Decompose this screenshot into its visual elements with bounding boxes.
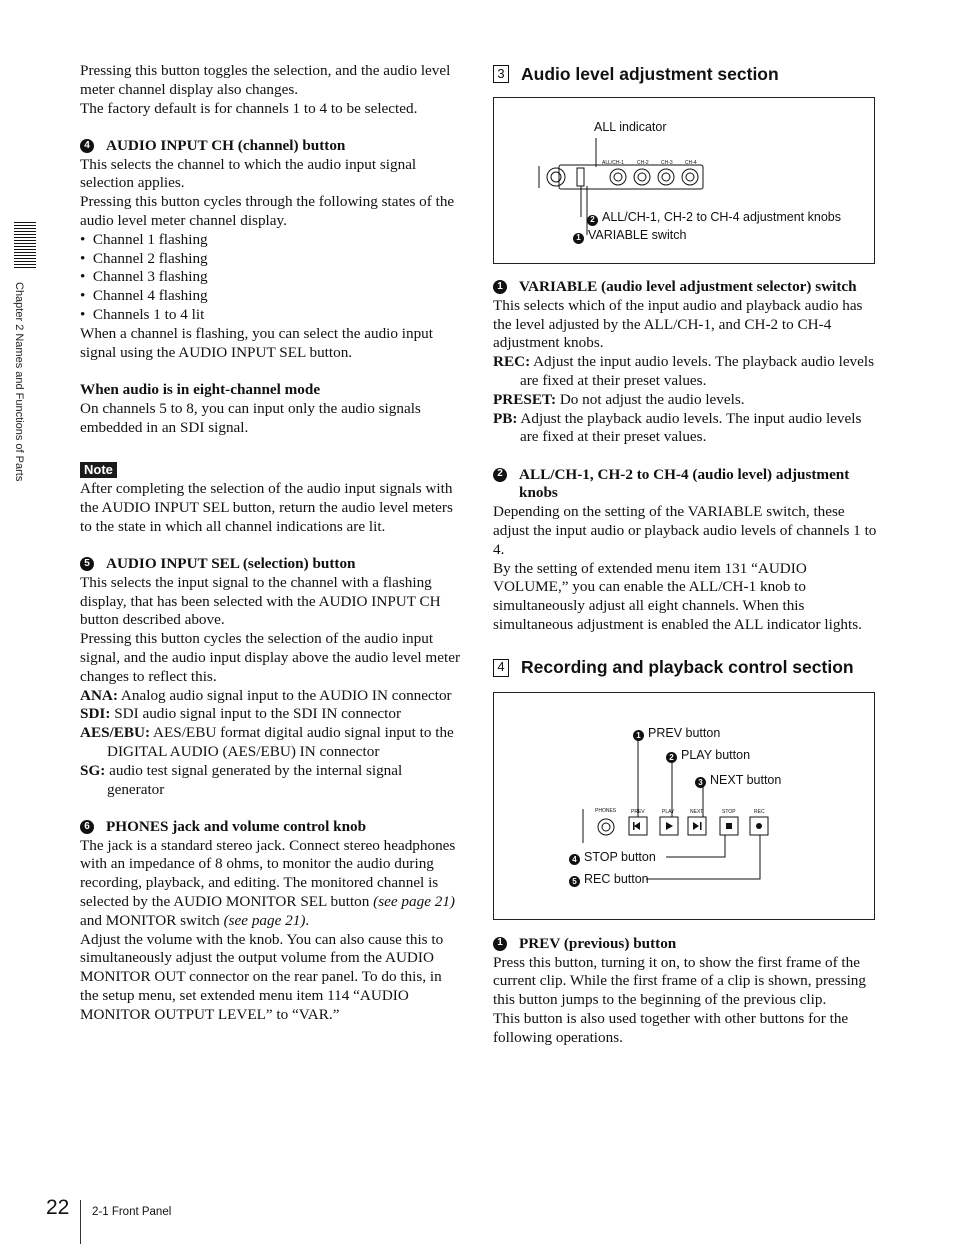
panel-label: PHONES [595,807,617,814]
intro-text-1: Pressing this button toggles the selection, and the audio level meter channel display also changes. [80,62,451,98]
left-column [80,62,462,1025]
section4-title: 4 Recording and playback control section [493,656,877,680]
item6-number-icon: 6 [80,820,94,834]
sec4-item1-text-2: This button is also used together with other buttons for the following operations. [493,1010,849,1046]
item4-text-3: When a channel is flashing, you can select the audio input signal using the AUDIO INPUT SEL button. [80,324,433,361]
ch-label: CH-2 [637,160,649,166]
section3-number-box: 3 [493,65,509,83]
footer-section-label: 2-1 Front Panel [92,1206,172,1218]
item5-text-1: This selects the input signal to the channel with a flashing display, that has been selected with the AUDIO INPUT CH button described above. [80,573,441,629]
item5-title: AUDIO INPUT SEL (selection) button [106,555,356,573]
item5-definition: SG: audio test signal generated by the internal signal generator [80,761,403,798]
knobs-label: 2 ALL/CH-1, CH-2 to CH-4 adjustment knobs [587,210,841,226]
next-button-label: 3 NEXT button [695,773,781,789]
panel-label: PREV [631,808,645,815]
item4-text-1: This selects the channel to which the audio input signal selection applies. [80,155,417,192]
intro-text-2: The factory default is for channels 1 to 4 to be selected. [80,99,418,117]
section4-number-box: 4 [493,659,509,677]
item4-bullet: • Channel 3 flashing [80,268,208,286]
item5-definition: ANA: Analog audio signal input to the AUDIO IN connector [80,686,452,704]
sec3-item2-heading [493,466,877,504]
eight-channel-heading: When audio is in eight-channel mode [80,380,321,398]
ch-label: CH-4 [685,160,697,166]
item4-number-icon: 4 [80,139,94,153]
panel-label: REC [754,808,765,815]
sec3-item1-heading [493,278,877,297]
sec3-item1-definition: REC: Adjust the input audio levels. The playback audio levels are fixed at their preset values. [493,353,875,389]
sec4-item1-title: PREV (previous) button [519,934,677,952]
item4-text-2: Pressing this button cycles through the following states of the audio level meter channel display. [80,193,455,230]
sec4-item1-number-icon: 1 [493,937,507,951]
item5-text-2: Pressing this button cycles the selection of the audio input signal, and the audio input display above the audio level meter changes to reflect this. [80,630,461,685]
item4-title: AUDIO INPUT CH (channel) button [106,136,346,154]
sec3-item1-number-icon: 1 [493,280,507,294]
item4-bullet: • Channels 1 to 4 lit [80,306,205,324]
item4-bullet: • Channel 1 flashing [80,230,208,248]
play-button-label: 2 PLAY button [666,748,750,764]
prev-button-label: 1 PREV button [633,726,720,742]
eight-channel-text: On channels 5 to 8, you can input only the audio signals embedded in an SDI signal. [80,399,421,436]
item6-heading [80,818,462,837]
item5-number-icon: 5 [80,557,94,571]
item6-title: PHONES jack and volume control knob [106,817,367,835]
panel-label: NEXT [690,808,704,815]
chapter-tab-marker [14,222,36,268]
sec3-item2-text-2: By the setting of extended menu item 131 “AUDIO VOLUME,” you can enable the ALL/CH-1 knob to simultaneously adjust all eight channels. When this simultaneous adjustment is enabled the ALL indicator lights. [493,559,862,634]
sec4-item1-heading [493,935,877,954]
sec3-item1-definition: PB: Adjust the playback audio levels. The input audio levels are fixed at their preset values. [493,409,862,446]
chapter-label: Chapter 2 Names and Functions of Parts [13,282,25,482]
item5-definition: AES/EBU: AES/EBU format digital audio signal input to the DIGITAL AUDIO (AES/EBU) IN connector [80,724,454,760]
item5-definition: SDI: SDI audio signal input to the SDI IN connector [80,705,402,723]
note-text: After completing the selection of the audio input signals with the AUDIO INPUT SEL button, return the audio level meters to the state in which all channel indications are lit. [80,480,453,535]
sec3-item1-title: VARIABLE (audio level adjustment selector) switch [519,278,857,295]
playback-control-figure [493,692,875,920]
item6-text-2: Adjust the volume with the knob. You can also cause this to simultaneously adjust the output volume from the AUDIO MONITOR OUT connector on the rear panel. To do this, in the setup menu, set extended menu item 114 “AUDIO MONITOR OUTPUT LEVEL” to “VAR.” [80,930,444,1023]
all-indicator-label: ALL indicator [594,120,667,134]
right-column [493,62,877,1048]
sec3-item2-title: ALL/CH-1, CH-2 to CH-4 (audio level) adjustment knobs [519,465,850,502]
item6-text-1: The jack is a standard stereo jack. Connect stereo headphones with an impedance of 8 ohms, to monitor the audio during recording, playback, and editing. The monitored channel is selected by the AUDIO MONITOR SEL button (see page 21) and MONITOR switch (see page 21). [80,836,456,929]
sec3-item2-text-1: Depending on the setting of the VARIABLE switch, these adjust the input audio or playback audio levels of channels 1 to 4. [493,503,877,558]
panel-label: PLAY [662,808,675,815]
sec3-item1-text: This selects which of the input audio and playback audio has the level adjusted by the ALL/CH-1, and CH-2 to CH-4 adjustment knobs. [493,296,863,352]
rec-button-label: 5 REC button [569,872,649,888]
sec3-item1-definition: PRESET: Do not adjust the audio levels. [493,390,745,408]
stop-button-label: 4 STOP button [569,850,656,866]
page-number: 22 [46,1196,70,1219]
item5-heading [80,555,462,574]
item4-bullet: • Channel 4 flashing [80,287,208,305]
sec3-item2-number-icon: 2 [493,468,507,482]
section3-title: 3 Audio level adjustment section [493,62,877,86]
variable-switch-label: 1 VARIABLE switch [573,228,686,244]
item4-bullet: • Channel 2 flashing [80,249,208,267]
footer-divider [80,1200,81,1244]
panel-label: STOP [722,808,736,815]
audio-level-figure [493,97,875,264]
item4-heading [80,137,462,156]
note-label: Note [80,462,117,478]
ch-label: ALL/CH-1 [602,160,624,166]
ch-label: CH-3 [661,160,673,166]
sec4-item1-text-1: Press this button, turning it on, to show the first frame of the current clip. While the first frame of a clip is shown, pressing this button jumps to the beginning of the previous clip. [493,953,866,1009]
